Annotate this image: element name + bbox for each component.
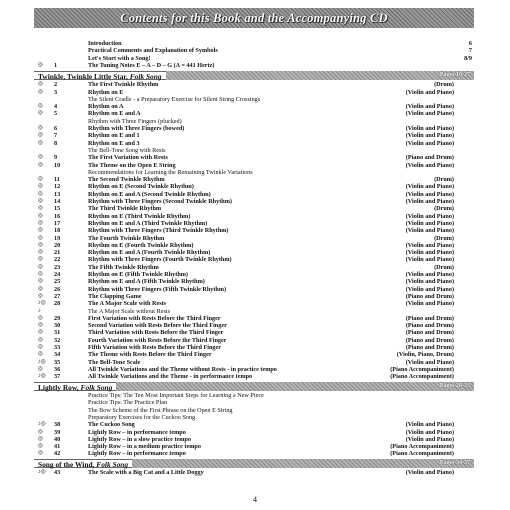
- entry-title: Introduction: [88, 40, 122, 47]
- contents-row: [34, 322, 474, 329]
- instrumentation: (Violin and Piano): [405, 278, 454, 286]
- entry-title: Rhythm on E and A: [88, 110, 141, 118]
- entry-title: Lightly Row – in performance tempo: [88, 450, 186, 458]
- contents-row: [34, 286, 474, 293]
- section-pages: Pages 34-37: [439, 459, 470, 466]
- contents-row: [34, 118, 474, 125]
- track-number: 9: [54, 154, 58, 162]
- contents-row: [34, 392, 474, 399]
- contents-row: [34, 103, 474, 110]
- entry-title: Let's Start with a Song!: [88, 54, 151, 62]
- cd-track-icon: ♪◎: [38, 358, 46, 365]
- instrumentation: (Violin and Piano): [405, 132, 454, 140]
- section-style: Folk Song: [129, 71, 162, 81]
- entry-title: Rhythm on E (Second Twinkle Rhythm): [88, 183, 194, 191]
- contents-row: [34, 421, 474, 428]
- section-title: Twinkle, Twinkle Little Star,: [38, 71, 130, 81]
- instrumentation: (Violin and Piano): [405, 421, 454, 429]
- instrumentation: (Drum): [434, 176, 454, 184]
- instrumentation: (Violin and Piano): [405, 428, 454, 436]
- cd-track-icon: ◎: [38, 329, 44, 336]
- section-pages: Pages 10-27: [439, 71, 470, 78]
- entry-title: Rhythm on E and A (Fourth Twinkle Rhythm): [88, 249, 211, 257]
- cd-track-icon: ♪: [38, 307, 41, 314]
- entry-title: Rhythm with Three Fingers (Second Twinkle Rhythm): [88, 198, 232, 205]
- instrumentation: (Violin and Piano): [405, 285, 454, 293]
- cd-track-icon: ♪◎: [38, 300, 46, 307]
- instrumentation: (Piano and Drum): [405, 314, 454, 322]
- section-name: [34, 71, 166, 80]
- cd-track-icon: ◎: [38, 234, 44, 241]
- contents-row: [34, 220, 474, 227]
- instrumentation: (Violin and Piano): [405, 469, 454, 477]
- cd-track-icon: ◎: [38, 205, 44, 212]
- entry-title: The A Major Scale without Rests: [88, 307, 170, 315]
- entry-title: The Silent Cradle - a Preparatory Exercise for Silent String Crossings: [88, 95, 261, 103]
- contents-row: [34, 373, 474, 380]
- track-number: 7: [54, 132, 58, 140]
- entry-title: The Fourth Twinkle Rhythm: [88, 234, 165, 242]
- contents-row: [34, 62, 474, 69]
- entry-title: Rhythm on E and 3: [88, 139, 140, 147]
- track-number: 40: [54, 435, 61, 443]
- cd-track-icon: ◎: [38, 219, 44, 226]
- contents-row: [34, 308, 474, 315]
- contents-row: [34, 450, 474, 457]
- section-name: [34, 459, 132, 468]
- instrumentation: (Violin and Piano): [405, 249, 454, 257]
- instrumentation: (Piano and Drum): [405, 154, 454, 162]
- page-number: 4: [253, 495, 257, 504]
- contents-row: [34, 264, 474, 271]
- entry-title: Practical Comments and Explanation of Symbols: [88, 47, 218, 55]
- entry-title: Second Variation with Rests Before the Third Finger: [88, 322, 227, 330]
- entry-title: The Scale with a Big Cat and a Little Doggy: [88, 469, 204, 477]
- instrumentation: (Piano and Drum): [405, 322, 454, 330]
- entry-title: The Clapping Game: [88, 292, 142, 300]
- track-number: 32: [54, 336, 61, 344]
- track-number: 10: [54, 161, 61, 169]
- entry-title: Lightly Row – in a slow practice tempo: [88, 435, 191, 443]
- track-number: 5: [54, 110, 58, 118]
- entry-title: Rhythm on E and 1: [88, 132, 140, 140]
- entry-title: Rhythm on E (Third Twinkle Rhythm): [88, 212, 191, 220]
- track-number: 36: [54, 365, 61, 373]
- entry-title: Third Variation with Rests Before the Third Finger: [88, 329, 224, 337]
- track-number: 2: [54, 81, 58, 89]
- instrumentation: (Drum): [434, 81, 454, 89]
- entry-title: The Tuning Notes E – A – D – G (A = 441 Hertz): [88, 61, 215, 69]
- instrumentation: (Violin and Piano): [405, 358, 454, 366]
- instrumentation: (Drum): [434, 234, 454, 242]
- contents-row: [34, 198, 474, 205]
- contents-row: [34, 132, 474, 139]
- entry-title: The Bell-Tone Song with Rests: [88, 146, 166, 154]
- track-number: 20: [54, 241, 61, 249]
- entry-title: The Third Twinkle Rhythm: [88, 205, 162, 213]
- entry-title: Rhythm with Three Fingers (Fourth Twinkle Rhythm): [88, 256, 232, 264]
- instrumentation: (Violin and Piano): [405, 139, 454, 147]
- instrumentation: (Piano and Drum): [405, 336, 454, 344]
- instrumentation: (Violin and Piano): [405, 161, 454, 169]
- track-number: 8: [54, 139, 58, 147]
- cd-track-icon: ◎: [38, 241, 44, 248]
- contents-row: [34, 300, 474, 307]
- section-title: Lightly Row,: [38, 382, 81, 392]
- track-number: 19: [54, 234, 61, 242]
- cd-track-icon: ◎: [38, 435, 44, 442]
- cd-track-icon: ◎: [38, 256, 44, 263]
- cd-track-icon: ◎: [38, 139, 44, 146]
- track-number: 23: [54, 263, 61, 271]
- entry-title: The Theme on the Open E String: [88, 161, 176, 169]
- contents-row: [34, 125, 474, 132]
- instrumentation: (Piano Accompaniment): [390, 450, 454, 458]
- contents-row: [34, 55, 474, 62]
- track-number: 24: [54, 271, 61, 278]
- instrumentation: (Violin and Piano): [405, 125, 454, 132]
- contents-row: [34, 366, 474, 373]
- entry-title: Rhythm with Three Fingers (Fifth Twinkle Rhythm): [88, 285, 227, 293]
- track-number: 1: [54, 61, 58, 69]
- cd-track-icon: ◎: [38, 81, 44, 88]
- contents-row: [34, 96, 474, 103]
- cd-track-icon: ◎: [38, 88, 44, 95]
- instrumentation: (Violin and Piano): [405, 256, 454, 264]
- track-number: 16: [54, 212, 61, 220]
- entry-title: Rhythm with Three Fingers (Third Twinkle Rhythm): [88, 227, 229, 235]
- entry-title: All Twinkle Variations and the Theme without Rests - in practice tempo: [88, 365, 277, 373]
- cd-track-icon: ◎: [38, 450, 44, 457]
- contents-row: [34, 344, 474, 351]
- cd-track-icon: ◎: [38, 344, 44, 350]
- cd-track-icon: ◎: [38, 190, 44, 197]
- contents-row: [34, 469, 474, 476]
- entry-title: The Bow Scheme of the First Phrase on the Open E String: [88, 406, 233, 414]
- contents-row: [34, 183, 474, 190]
- contents-row: [34, 205, 474, 212]
- contents-row: [34, 89, 474, 96]
- instrumentation: (Violin, Piano, Drum): [396, 351, 454, 359]
- section-header: [34, 71, 474, 80]
- entry-title: First Variation with Rests Before the Third Finger: [88, 314, 221, 322]
- contents-row: [34, 242, 474, 249]
- entry-title: Rhythm on A: [88, 103, 124, 111]
- contents-row: [34, 256, 474, 263]
- entry-title: The Bell-Tone Scale: [88, 358, 141, 366]
- entry-title: All Twinkle Variations and the Theme - in performance tempo: [88, 373, 253, 381]
- contents-row: [34, 227, 474, 234]
- contents-row: [34, 293, 474, 300]
- contents-row: [34, 436, 474, 443]
- track-number: 34: [54, 351, 61, 359]
- cd-track-icon: ◎: [38, 292, 44, 299]
- instrumentation: (Piano Accompaniment): [390, 443, 454, 451]
- contents-row: [34, 235, 474, 242]
- entry-title: Practice Tips: The Ten Most Important Steps for Learning a New Piece: [88, 392, 264, 399]
- entry-title: The Fifth Twinkle Rhythm: [88, 263, 159, 271]
- entry-title: Rhythm with Three Fingers (bowed): [88, 125, 185, 132]
- track-number: 13: [54, 190, 61, 198]
- section-header: [34, 459, 474, 468]
- track-number: 11: [54, 176, 60, 184]
- instrumentation: (Drum): [434, 205, 454, 213]
- contents-row: [34, 278, 474, 285]
- entry-page: 6: [468, 40, 472, 47]
- instrumentation: (Violin and Piano): [405, 271, 454, 278]
- section-name: [34, 382, 116, 391]
- track-number: 21: [54, 249, 61, 257]
- track-number: 14: [54, 198, 61, 205]
- cd-track-icon: ◎: [38, 103, 44, 110]
- cd-track-icon: ◎: [38, 428, 44, 435]
- section-title: Song of the Wind,: [38, 459, 97, 469]
- cd-track-icon: ◎: [38, 263, 44, 270]
- instrumentation: (Piano and Drum): [405, 329, 454, 337]
- section-style: Folk Song: [96, 459, 129, 469]
- track-number: 17: [54, 219, 61, 227]
- cd-track-icon: ◎: [38, 278, 44, 285]
- cd-track-icon: ◎: [38, 198, 44, 204]
- contents-row: [34, 329, 474, 336]
- section-header: [34, 382, 474, 391]
- cd-track-icon: ◎: [38, 249, 44, 256]
- instrumentation: (Piano Accompaniment): [390, 365, 454, 373]
- page-title: Contents for this Book and the Accompanying CD: [120, 10, 388, 25]
- entry-title: Rhythm on E and A (Second Twinkle Rhythm): [88, 190, 211, 198]
- cd-track-icon: ◎: [38, 322, 44, 329]
- track-number: 3: [54, 88, 58, 96]
- contents-row: [34, 407, 474, 414]
- instrumentation: (Violin and Piano): [405, 190, 454, 198]
- instrumentation: (Piano and Drum): [405, 344, 454, 351]
- entry-title: Rhythm on E (Fourth Twinkle Rhythm): [88, 241, 194, 249]
- contents-row: [34, 40, 474, 47]
- cd-track-icon: ◎: [38, 161, 44, 168]
- contents-row: [34, 359, 474, 366]
- cd-track-icon: ◎: [38, 125, 44, 131]
- cd-track-icon: ◎: [38, 271, 44, 277]
- track-number: 39: [54, 428, 61, 436]
- contents-row: [34, 162, 474, 169]
- track-number: 15: [54, 205, 61, 213]
- contents-row: [34, 399, 474, 406]
- cd-track-icon: ◎: [38, 227, 44, 234]
- entry-title: Preparatory Exercises for the Cuckoo Song: [88, 413, 196, 421]
- track-number: 42: [54, 450, 61, 458]
- cd-track-icon: ◎: [38, 365, 44, 372]
- entry-title: Rhythm on E and A (Fifth Twinkle Rhythm): [88, 278, 205, 286]
- instrumentation: (Piano Accompaniment): [390, 373, 454, 381]
- entry-title: Rhythm with Three Fingers (plucked): [88, 117, 182, 125]
- instrumentation: (Violin and Piano): [405, 227, 454, 235]
- entry-title: Lightly Row – in performance tempo: [88, 428, 186, 436]
- entry-title: Fifth Variation with Rests Before the Third Finger: [88, 344, 221, 351]
- cd-track-icon: ◎: [38, 110, 44, 117]
- cd-track-icon: ◎: [38, 154, 44, 161]
- cd-track-icon: ♪◎: [38, 373, 46, 380]
- track-number: 28: [54, 300, 61, 308]
- title-banner: [34, 8, 474, 28]
- track-number: 29: [54, 314, 61, 322]
- cd-track-icon: ◎: [38, 443, 44, 450]
- instrumentation: (Violin and Piano): [405, 103, 454, 111]
- contents-row: [34, 249, 474, 256]
- track-number: 18: [54, 227, 61, 235]
- entry-title: The First Variation with Rests: [88, 154, 168, 162]
- section-style: Folk Song: [80, 382, 113, 392]
- track-number: 37: [54, 373, 61, 381]
- track-number: 38: [54, 421, 61, 429]
- entry-title: Rhythm on E and A (Third Twinkle Rhythm): [88, 219, 208, 227]
- contents-row: [34, 47, 474, 54]
- entry-title: Rhythm on E: [88, 88, 124, 96]
- entry-title: The Second Twinkle Rhythm: [88, 176, 165, 184]
- cd-track-icon: ◎: [38, 183, 44, 190]
- instrumentation: (Violin and Piano): [405, 435, 454, 443]
- track-number: 12: [54, 183, 61, 191]
- contents-row: [34, 140, 474, 147]
- contents-row: [34, 213, 474, 220]
- contents-row: [34, 191, 474, 198]
- instrumentation: (Violin and Piano): [405, 198, 454, 205]
- instrumentation: (Piano and Drum): [405, 292, 454, 300]
- contents-row: [34, 110, 474, 117]
- entry-title: The A Major Scale with Rests: [88, 300, 167, 308]
- track-number: 35: [54, 358, 61, 366]
- entry-title: The Theme with Rests Before the Third Finger: [88, 351, 212, 359]
- cd-track-icon: ◎: [38, 314, 44, 321]
- contents-row: [34, 443, 474, 450]
- contents-row: [34, 429, 474, 436]
- entry-title: Practice Tips: The Practice Plan: [88, 399, 167, 407]
- contents-row: [34, 81, 474, 88]
- contents-row: [34, 147, 474, 154]
- cd-track-icon: ◎: [38, 61, 44, 68]
- entry-title: The First Twinkle Rhythm: [88, 81, 159, 89]
- track-number: 43: [54, 469, 61, 477]
- entry-page: 7: [468, 47, 472, 55]
- contents-row: [34, 315, 474, 322]
- entry-page: 8/9: [464, 54, 472, 62]
- instrumentation: (Violin and Piano): [405, 300, 454, 308]
- track-number: 27: [54, 292, 61, 300]
- entry-title: Rhythm on E (Fifth Twinkle Rhythm): [88, 271, 188, 278]
- cd-track-icon: ◎: [38, 285, 44, 292]
- entry-title: Fourth Variation with Rests Before the Third Finger: [88, 336, 227, 344]
- contents-row: [34, 271, 474, 278]
- contents-row: [34, 414, 474, 421]
- contents-row: [34, 337, 474, 344]
- contents-row: [34, 169, 474, 176]
- track-number: 22: [54, 256, 61, 264]
- track-number: 6: [54, 125, 58, 132]
- instrumentation: (Violin and Piano): [405, 241, 454, 249]
- instrumentation: (Violin and Piano): [405, 88, 454, 96]
- track-number: 31: [54, 329, 61, 337]
- instrumentation: (Violin and Piano): [405, 110, 454, 118]
- track-number: 25: [54, 278, 61, 286]
- cd-track-icon: ♪◎: [38, 469, 46, 476]
- section-pages: Pages 28-33: [439, 382, 470, 389]
- contents-row: [34, 154, 474, 161]
- track-number: 41: [54, 443, 61, 451]
- instrumentation: (Drum): [434, 263, 454, 271]
- instrumentation: (Violin and Piano): [405, 183, 454, 191]
- entry-title: Lightly Row – in a medium practice tempo: [88, 443, 201, 451]
- contents-row: [34, 176, 474, 183]
- track-number: 30: [54, 322, 61, 330]
- track-number: 33: [54, 344, 61, 351]
- cd-track-icon: ◎: [38, 176, 44, 183]
- cd-track-icon: ◎: [38, 351, 44, 358]
- cd-track-icon: ◎: [38, 132, 44, 139]
- entry-title: Recommendations for Learning the Remaining Twinkle Variations: [88, 168, 253, 176]
- contents-row: [34, 351, 474, 358]
- cd-track-icon: ◎: [38, 212, 44, 219]
- entry-title: The Cuckoo Song: [88, 421, 135, 429]
- cd-track-icon: ♪◎: [38, 421, 46, 428]
- instrumentation: (Violin and Piano): [405, 219, 454, 227]
- track-number: 4: [54, 103, 58, 111]
- cd-track-icon: ◎: [38, 336, 44, 343]
- instrumentation: (Violin and Piano): [405, 212, 454, 220]
- track-number: 26: [54, 285, 61, 293]
